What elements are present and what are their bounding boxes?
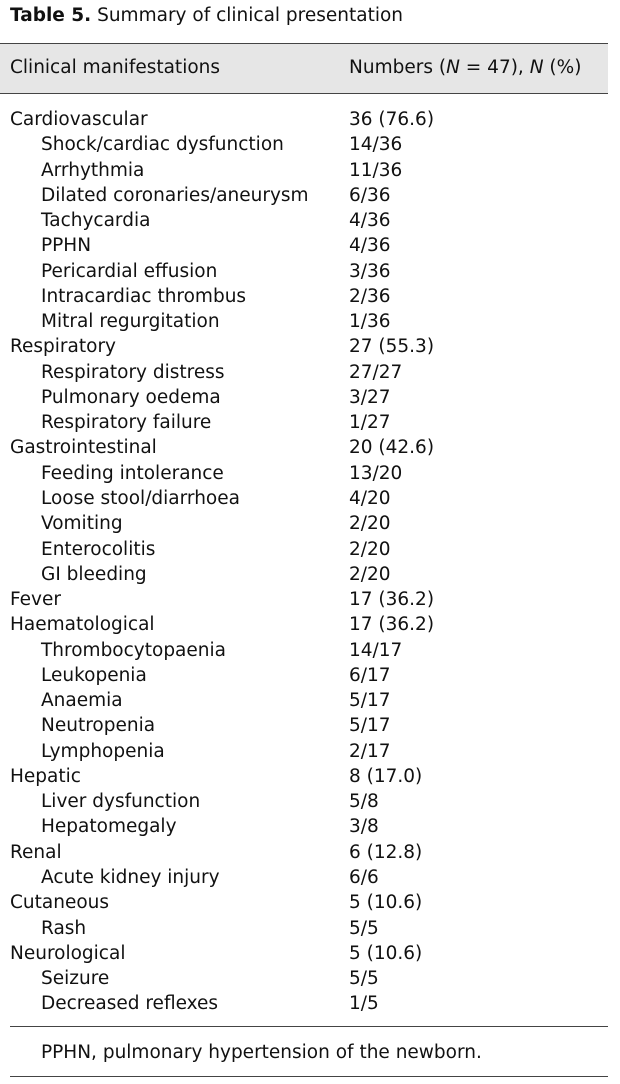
row-manifestation: Loose stool/diarrhoea <box>41 487 240 509</box>
row-manifestation: Vomiting <box>41 513 123 535</box>
row-manifestation: Tachycardia <box>41 210 151 232</box>
table-row-subitem <box>0 486 608 511</box>
row-manifestation: Seizure <box>41 968 110 990</box>
row-manifestation: GI bleeding <box>41 563 147 585</box>
table-row-subitem <box>0 183 608 208</box>
row-manifestation: Fever <box>10 589 61 611</box>
footer-rule-bottom <box>10 1076 608 1077</box>
table-row-subitem <box>0 537 608 562</box>
row-manifestation: Shock/cardiac dysfunction <box>41 134 284 156</box>
row-number: 17 (36.2) <box>349 614 435 636</box>
row-manifestation: Mitral regurgitation <box>41 311 220 333</box>
row-number: 8 (17.0) <box>349 765 423 787</box>
table-title-text: Summary of clinical presentation <box>97 5 404 26</box>
row-number: 36 (76.6) <box>349 109 435 130</box>
row-number: 14/17 <box>349 639 403 661</box>
row-manifestation: Anaemia <box>41 690 123 712</box>
row-manifestation: Leukopenia <box>41 664 147 686</box>
header-numbers-n: N <box>446 57 460 78</box>
table-footnote: PPHN, pulmonary hypertension of the newborn. <box>41 1042 482 1063</box>
row-manifestation: Acute kidney injury <box>41 866 220 888</box>
row-manifestation: Cardiovascular <box>10 109 148 130</box>
header-clinical-manifestations: Clinical manifestations <box>10 57 221 78</box>
row-manifestation: Feeding intolerance <box>41 462 224 484</box>
table-row-subitem <box>0 233 608 258</box>
table-row-subitem <box>0 284 608 309</box>
table-row-subitem <box>0 991 608 1016</box>
row-manifestation: Thrombocytopaenia <box>41 639 226 661</box>
table-row-subitem <box>0 461 608 486</box>
header-numbers-suffix: (%) <box>543 57 582 78</box>
table-row-subitem <box>0 865 608 890</box>
table-row-subitem <box>0 360 608 385</box>
row-number: 14/36 <box>349 134 403 156</box>
table-row-subitem <box>0 562 608 587</box>
row-number: 5/8 <box>349 791 379 813</box>
table-row-subitem <box>0 916 608 941</box>
row-manifestation: Respiratory <box>10 336 116 358</box>
row-number: 1/36 <box>349 311 391 333</box>
footer-rule-top <box>10 1026 608 1027</box>
header-numbers-prefix: Numbers ( <box>349 57 447 78</box>
row-manifestation: Haematological <box>10 614 155 636</box>
row-number: 5/5 <box>349 917 379 939</box>
table-label: Table 5. <box>10 5 92 26</box>
row-manifestation: Neutropenia <box>41 715 156 737</box>
row-manifestation: Decreased reflexes <box>41 993 219 1015</box>
table-row-subitem <box>0 385 608 410</box>
row-number: 2/36 <box>349 285 391 307</box>
row-number: 2/17 <box>349 740 391 762</box>
row-manifestation: Dilated coronaries/aneurysm <box>41 184 309 206</box>
row-number: 2/20 <box>349 538 391 560</box>
row-number: 17 (36.2) <box>349 589 435 611</box>
header-numbers <box>349 57 581 78</box>
table-row-subitem <box>0 688 608 713</box>
row-number: 11/36 <box>349 159 403 181</box>
table-row-subitem <box>0 259 608 284</box>
row-manifestation: Intracardiac thrombus <box>41 285 247 307</box>
table-row-category <box>0 612 608 637</box>
row-manifestation: Hepatic <box>10 765 81 787</box>
row-manifestation: Arrhythmia <box>41 159 145 181</box>
row-manifestation: Enterocolitis <box>41 538 156 560</box>
table-row-subitem <box>0 814 608 839</box>
table-row-category <box>0 941 608 966</box>
table-row-category <box>0 840 608 865</box>
table-row-subitem <box>0 638 608 663</box>
table-row-category <box>0 764 608 789</box>
row-manifestation: PPHN <box>41 235 92 257</box>
header-numbers-n2: N <box>529 57 544 78</box>
row-manifestation: Gastrointestinal <box>10 437 157 459</box>
row-number: 27 (55.3) <box>349 336 435 358</box>
row-manifestation: Lymphopenia <box>41 740 165 762</box>
row-number: 5/5 <box>349 968 379 990</box>
table-row-subitem <box>0 511 608 536</box>
header-numbers-mid: = 47), <box>459 57 530 78</box>
row-number: 5 (10.6) <box>349 892 423 914</box>
row-number: 1/27 <box>349 412 391 434</box>
row-number: 4/36 <box>349 210 391 232</box>
row-number: 20 (42.6) <box>349 437 435 459</box>
table-row-category <box>0 334 608 359</box>
table-row-subitem <box>0 208 608 233</box>
table-row-category <box>0 435 608 460</box>
row-number: 27/27 <box>349 361 403 383</box>
table-row-category <box>0 107 608 132</box>
row-manifestation: Neurological <box>10 942 126 964</box>
row-number: 6/17 <box>349 664 391 686</box>
row-number: 6 (12.8) <box>349 841 423 863</box>
row-manifestation: Pulmonary oedema <box>41 386 221 408</box>
table-title <box>10 4 403 28</box>
row-number: 4/20 <box>349 487 391 509</box>
table-row-subitem <box>0 158 608 183</box>
row-number: 4/36 <box>349 235 391 257</box>
row-number: 1/5 <box>349 993 379 1015</box>
row-number: 5 (10.6) <box>349 942 423 964</box>
table-row-subitem <box>0 789 608 814</box>
row-manifestation: Cutaneous <box>10 892 110 914</box>
row-number: 5/17 <box>349 715 391 737</box>
table-row-subitem <box>0 663 608 688</box>
row-number: 3/27 <box>349 386 391 408</box>
table-row-category <box>0 587 608 612</box>
row-manifestation: Respiratory distress <box>41 361 225 383</box>
row-number: 2/20 <box>349 513 391 535</box>
table-body <box>0 107 608 1017</box>
row-manifestation: Hepatomegaly <box>41 816 177 838</box>
row-manifestation: Respiratory failure <box>41 412 212 434</box>
row-number: 3/8 <box>349 816 379 838</box>
row-manifestation: Liver dysfunction <box>41 791 201 813</box>
row-number: 2/20 <box>349 563 391 585</box>
row-number: 6/36 <box>349 184 391 206</box>
table-row-subitem <box>0 309 608 334</box>
table-row-category <box>0 890 608 915</box>
table-header <box>0 43 608 94</box>
row-number: 5/17 <box>349 690 391 712</box>
row-number: 13/20 <box>349 462 403 484</box>
table-row-subitem <box>0 739 608 764</box>
table-row-subitem <box>0 713 608 738</box>
table-row-subitem <box>0 132 608 157</box>
table-row-subitem <box>0 410 608 435</box>
row-manifestation: Renal <box>10 841 62 863</box>
row-number: 3/36 <box>349 260 391 282</box>
table-row-subitem <box>0 966 608 991</box>
row-manifestation: Pericardial effusion <box>41 260 218 282</box>
row-manifestation: Rash <box>41 917 87 939</box>
row-number: 6/6 <box>349 866 379 888</box>
